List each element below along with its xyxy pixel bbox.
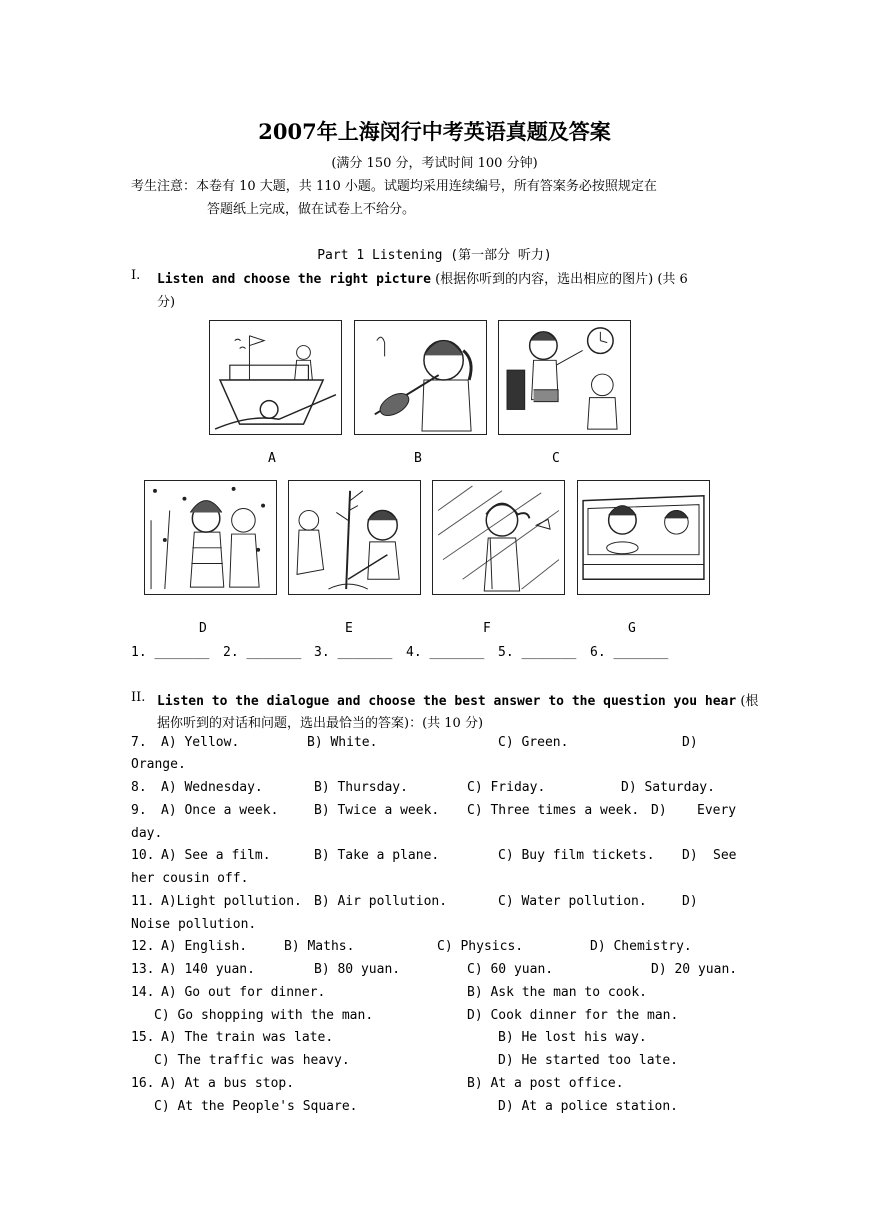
q9-option-a[interactable]: A) Once a week. xyxy=(161,803,279,818)
section2-instruction xyxy=(157,690,758,709)
q13-option-b[interactable]: B) 80 yuan. xyxy=(314,962,401,977)
q16-number: 16. xyxy=(131,1076,155,1091)
q10-option-b[interactable]: B) Take a plane. xyxy=(314,848,440,863)
part-heading: Part 1 Listening (第一部分 听力) xyxy=(317,248,552,263)
q7-option-b[interactable]: B) White. xyxy=(307,735,378,750)
exam-info: (满分 150 分，考试时间 100 分钟) xyxy=(331,156,538,171)
q11-option-d[interactable]: D) xyxy=(682,894,698,909)
section1-instruction-en: Listen and choose the right picture xyxy=(157,272,431,287)
picture-label-d: D xyxy=(199,621,207,636)
section1-numeral: I. xyxy=(131,268,141,283)
q9-option-c[interactable]: C) Three times a week. xyxy=(467,803,640,818)
page-title: 2007年上海闵行中考英语真题及答案 xyxy=(258,119,611,144)
q10-option-d-word[interactable]: See xyxy=(713,848,737,863)
q9-option-d-word[interactable]: Every xyxy=(697,803,737,818)
answer-blank-1[interactable]: 1. _______ xyxy=(131,645,210,660)
q11-number: 11. xyxy=(131,894,155,909)
girl-playing-violin-icon xyxy=(355,321,486,434)
q16-option-b[interactable]: B) At a post office. xyxy=(467,1076,624,1091)
picture-label-f: F xyxy=(483,621,491,636)
section2-instruction-cn: 据你听到的对话和问题，选出最恰当的答案)：(共 10 分) xyxy=(157,716,484,731)
section2-numeral: II. xyxy=(131,690,146,705)
picture-b xyxy=(354,320,487,435)
section2-instruction-en: Listen to the dialogue and choose the best answer to the question you hear xyxy=(157,694,737,709)
answer-blank-4[interactable]: 4. _______ xyxy=(406,645,485,660)
section1-instruction-cn-wrap: 分) xyxy=(157,295,176,310)
q7-option-a[interactable]: A) Yellow. xyxy=(161,735,240,750)
answer-blank-6[interactable]: 6. _______ xyxy=(590,645,669,660)
q16-option-d[interactable]: D) At a police station. xyxy=(498,1099,679,1114)
section2-instruction-cn-start: (根 xyxy=(740,694,759,709)
q7-option-d[interactable]: D) xyxy=(682,735,698,750)
picture-label-e: E xyxy=(345,621,353,636)
picture-label-c: C xyxy=(552,451,560,466)
children-planting-tree-icon xyxy=(289,481,420,594)
q9-option-b[interactable]: B) Twice a week. xyxy=(314,803,440,818)
person-in-wind-icon xyxy=(433,481,564,594)
q11-option-c[interactable]: C) Water pollution. xyxy=(498,894,647,909)
q15-option-a[interactable]: A) The train was late. xyxy=(161,1030,334,1045)
q10-option-c[interactable]: C) Buy film tickets. xyxy=(498,848,655,863)
children-in-snow-icon xyxy=(145,481,276,594)
q13-number: 13. xyxy=(131,962,155,977)
q7-option-c[interactable]: C) Green. xyxy=(498,735,569,750)
q8-option-d[interactable]: D) Saturday. xyxy=(621,780,715,795)
q15-number: 15. xyxy=(131,1030,155,1045)
q14-number: 14. xyxy=(131,985,155,1000)
q14-option-b[interactable]: B) Ask the man to cook. xyxy=(467,985,648,1000)
picture-label-a: A xyxy=(268,451,276,466)
q14-option-d[interactable]: D) Cook dinner for the man. xyxy=(467,1008,679,1023)
people-in-car-icon xyxy=(578,481,709,594)
section1-instruction xyxy=(157,268,688,287)
q14-option-a[interactable]: A) Go out for dinner. xyxy=(161,985,326,1000)
q11-option-d-text[interactable]: Noise pollution. xyxy=(131,917,257,932)
section1-instruction-cn: (根据你听到的内容，选出相应的图片) (共 6 xyxy=(435,272,688,287)
q10-option-a[interactable]: A) See a film. xyxy=(161,848,271,863)
q13-option-d[interactable]: D) 20 yuan. xyxy=(651,962,738,977)
picture-g xyxy=(577,480,710,595)
picture-a xyxy=(209,320,342,435)
q7-number: 7. xyxy=(131,735,147,750)
q16-option-c[interactable]: C) At the People's Square. xyxy=(154,1099,358,1114)
q8-option-a[interactable]: A) Wednesday. xyxy=(161,780,263,795)
q8-option-b[interactable]: B) Thursday. xyxy=(314,780,408,795)
q8-option-c[interactable]: C) Friday. xyxy=(467,780,546,795)
q7-option-d-text[interactable]: Orange. xyxy=(131,757,186,772)
q10-option-d-text[interactable]: her cousin off. xyxy=(131,871,249,886)
children-pointing-at-clock-icon xyxy=(499,321,630,434)
q12-number: 12. xyxy=(131,939,155,954)
q9-number: 9. xyxy=(131,803,147,818)
q15-option-c[interactable]: C) The traffic was heavy. xyxy=(154,1053,350,1068)
notice-line-1: 考生注意：本卷有 10 大题，共 110 小题。试题均采用连续编号，所有答案务必按照规定在 xyxy=(131,179,657,194)
q11-option-a[interactable]: A)Light pollution. xyxy=(161,894,302,909)
answer-blank-2[interactable]: 2. _______ xyxy=(223,645,302,660)
picture-d xyxy=(144,480,277,595)
q12-option-c[interactable]: C) Physics. xyxy=(437,939,524,954)
q15-option-b[interactable]: B) He lost his way. xyxy=(498,1030,647,1045)
girl-on-boat-icon xyxy=(210,321,341,434)
q14-option-c[interactable]: C) Go shopping with the man. xyxy=(154,1008,374,1023)
picture-c xyxy=(498,320,631,435)
q13-option-a[interactable]: A) 140 yuan. xyxy=(161,962,255,977)
picture-e xyxy=(288,480,421,595)
q10-number: 10. xyxy=(131,848,155,863)
q8-number: 8. xyxy=(131,780,147,795)
q9-option-d[interactable]: D) xyxy=(651,803,667,818)
picture-f xyxy=(432,480,565,595)
answer-blank-3[interactable]: 3. _______ xyxy=(314,645,393,660)
q10-option-d[interactable]: D) xyxy=(682,848,698,863)
q13-option-c[interactable]: C) 60 yuan. xyxy=(467,962,554,977)
q9-option-d-text[interactable]: day. xyxy=(131,826,163,841)
q11-option-b[interactable]: B) Air pollution. xyxy=(314,894,448,909)
q12-option-b[interactable]: B) Maths. xyxy=(284,939,355,954)
q16-option-a[interactable]: A) At a bus stop. xyxy=(161,1076,295,1091)
answer-blank-5[interactable]: 5. _______ xyxy=(498,645,577,660)
picture-label-b: B xyxy=(414,451,422,466)
q12-option-a[interactable]: A) English. xyxy=(161,939,248,954)
notice-line-2: 答题纸上完成，做在试卷上不给分。 xyxy=(207,202,416,217)
picture-label-g: G xyxy=(628,621,636,636)
q15-option-d[interactable]: D) He started too late. xyxy=(498,1053,679,1068)
q12-option-d[interactable]: D) Chemistry. xyxy=(590,939,692,954)
